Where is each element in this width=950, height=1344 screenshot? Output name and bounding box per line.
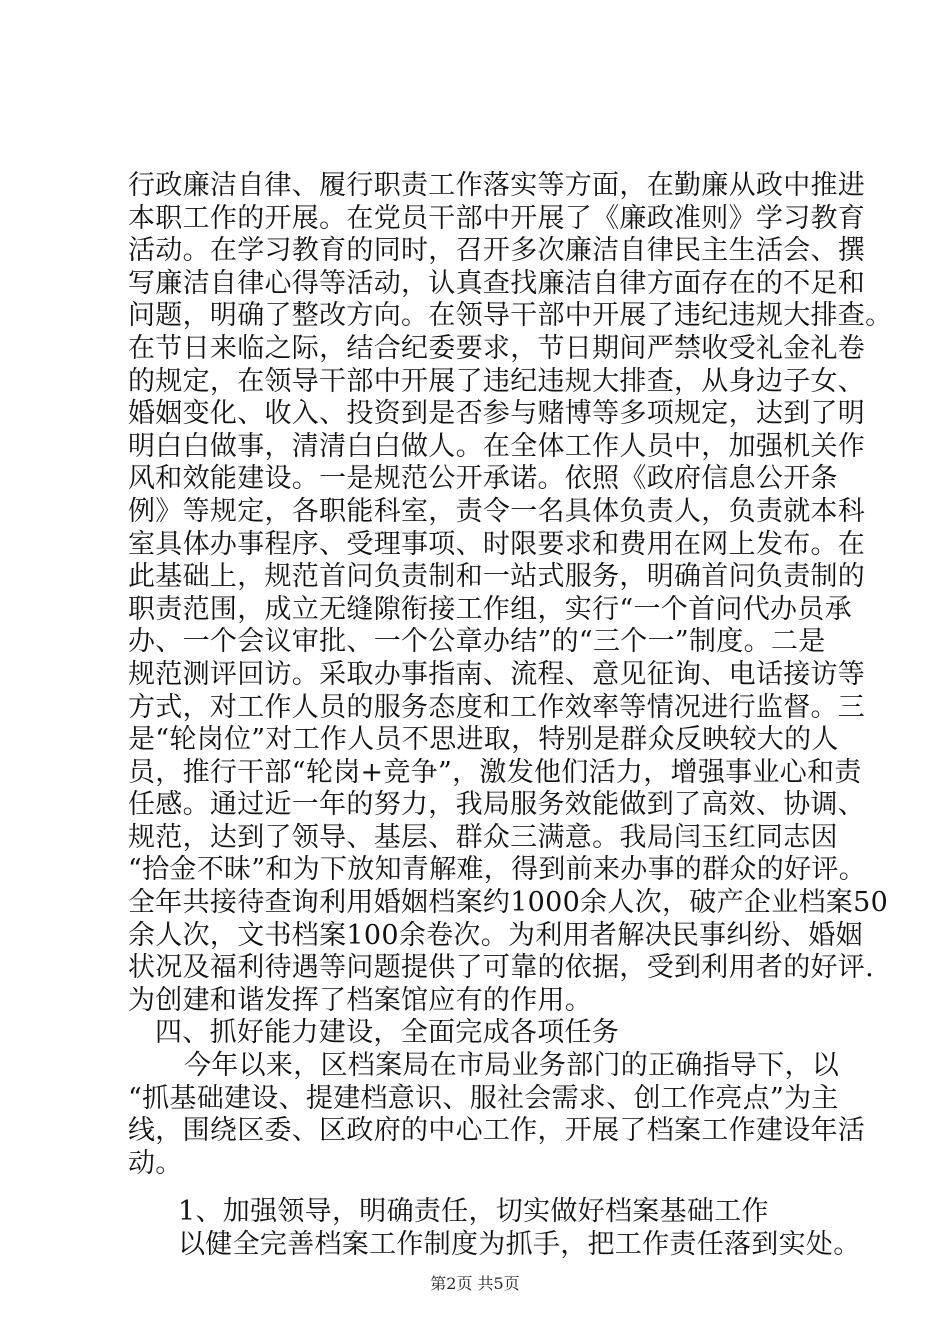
paragraph-line: 明白白做事，清清白白做人。在全体工作人员中，加强机关作: [128, 430, 866, 462]
paragraph-line: 风和效能建设。一是规范公开承诺。依照《政府信息公开条: [128, 463, 838, 495]
paragraph-line: 线，围绕区委、区政府的中心工作，开展了档案工作建设年活: [128, 1115, 866, 1147]
paragraph-line: “抓基础建设、提建档意识、服社会需求、创工作亮点”为主: [128, 1082, 839, 1114]
paragraph-line: 动。: [128, 1147, 183, 1179]
paragraph-line: 以健全完善档案工作制度为抓手，把工作责任落到实处。: [178, 1229, 861, 1260]
paragraph-line: 员，推行干部“轮岗+竞争”，激发他们活力，增强事业心和责: [128, 756, 862, 788]
paragraph-line: 问题，明确了整改方向。在领导干部中开展了违纪违规大排查。: [128, 300, 893, 332]
paragraph-line: 状况及福利待遇等问题提供了可靠的依据，受到利用者的好评.: [128, 952, 874, 984]
paragraph-line: 室具体办事程序、受理事项、时限要求和费用在网上发布。在: [128, 528, 866, 560]
paragraph-line: 全年共接待查询利用婚姻档案约1000余人次，破产企业档案50: [128, 887, 889, 919]
paragraph-line: 为创建和谐发挥了档案馆应有的作用。: [128, 984, 593, 1016]
paragraph-line: 例》等规定，各职能科室，责令一名具体负责人，负责就本科: [128, 495, 866, 527]
paragraph-line: 规范测评回访。采取办事指南、流程、意见征询、电话接访等: [128, 658, 866, 690]
paragraph-line: 方式，对工作人员的服务态度和工作效率等情况进行监督。三: [128, 691, 866, 723]
paragraph-line: 写廉洁自律心得等活动，认真查找廉洁自律方面存在的不足和: [128, 267, 866, 299]
paragraph-line: 任感。通过近一年的努力，我局服务效能做到了高效、协调、: [128, 789, 866, 821]
paragraph-line: 此基础上，规范首问负责制和一站式服务，明确首问负责制的: [128, 561, 866, 593]
paragraph-line: 婚姻变化、收入、投资到是否参与赌博等多项规定，达到了明: [128, 398, 866, 430]
body-paragraph: [128, 170, 893, 1017]
document-body: [128, 170, 893, 1262]
paragraph-line: 本职工作的开展。在党员干部中开展了《廉政准则》学习教育: [128, 202, 866, 234]
section-heading: 四、抓好能力建设，全面完成各项任务: [155, 1017, 620, 1049]
paragraph-line: “拾金不昧”和为下放知青解难，得到前来办事的群众的好评。: [128, 854, 867, 886]
intro-paragraph: [128, 1050, 866, 1180]
paragraph-line: 规范，达到了领导、基层、群众三满意。我局闫玉红同志因: [128, 821, 838, 853]
paragraph-line: 在节日来临之际，结合纪委要求，节日期间严禁收受礼金礼卷: [128, 332, 866, 364]
paragraph-line: 是“轮岗位”对工作人员不思进取，特别是群众反映较大的人: [128, 724, 839, 756]
subheading: 1、加强领导，明确责任，切实做好档案基础工作: [178, 1196, 769, 1228]
paragraph-line: 今年以来，区档案局在市局业务部门的正确指导下，以: [184, 1050, 840, 1082]
paragraph-line: 活动。在学习教育的同时，召开多次廉洁自律民主生活会、撰: [128, 235, 866, 267]
paragraph-line: 余人次，文书档案100余卷次。为利用者解决民事纠纷、婚姻: [128, 919, 863, 951]
page-footer: 第2页 共5页: [430, 1274, 520, 1293]
paragraph-line: 办、一个会议审批、一个公章办结”的“三个一”制度。二是: [128, 626, 826, 658]
paragraph-line: 行政廉洁自律、履行职责工作落实等方面，在勤廉从政中推进: [128, 170, 866, 201]
paragraph-line: 的规定，在领导干部中开展了违纪违规大排查，从身边子女、: [128, 365, 866, 397]
spacer: [128, 1180, 838, 1196]
paragraph-line: 职责范围，成立无缝隙衔接工作组，实行“一个首问代办员承: [128, 593, 852, 625]
